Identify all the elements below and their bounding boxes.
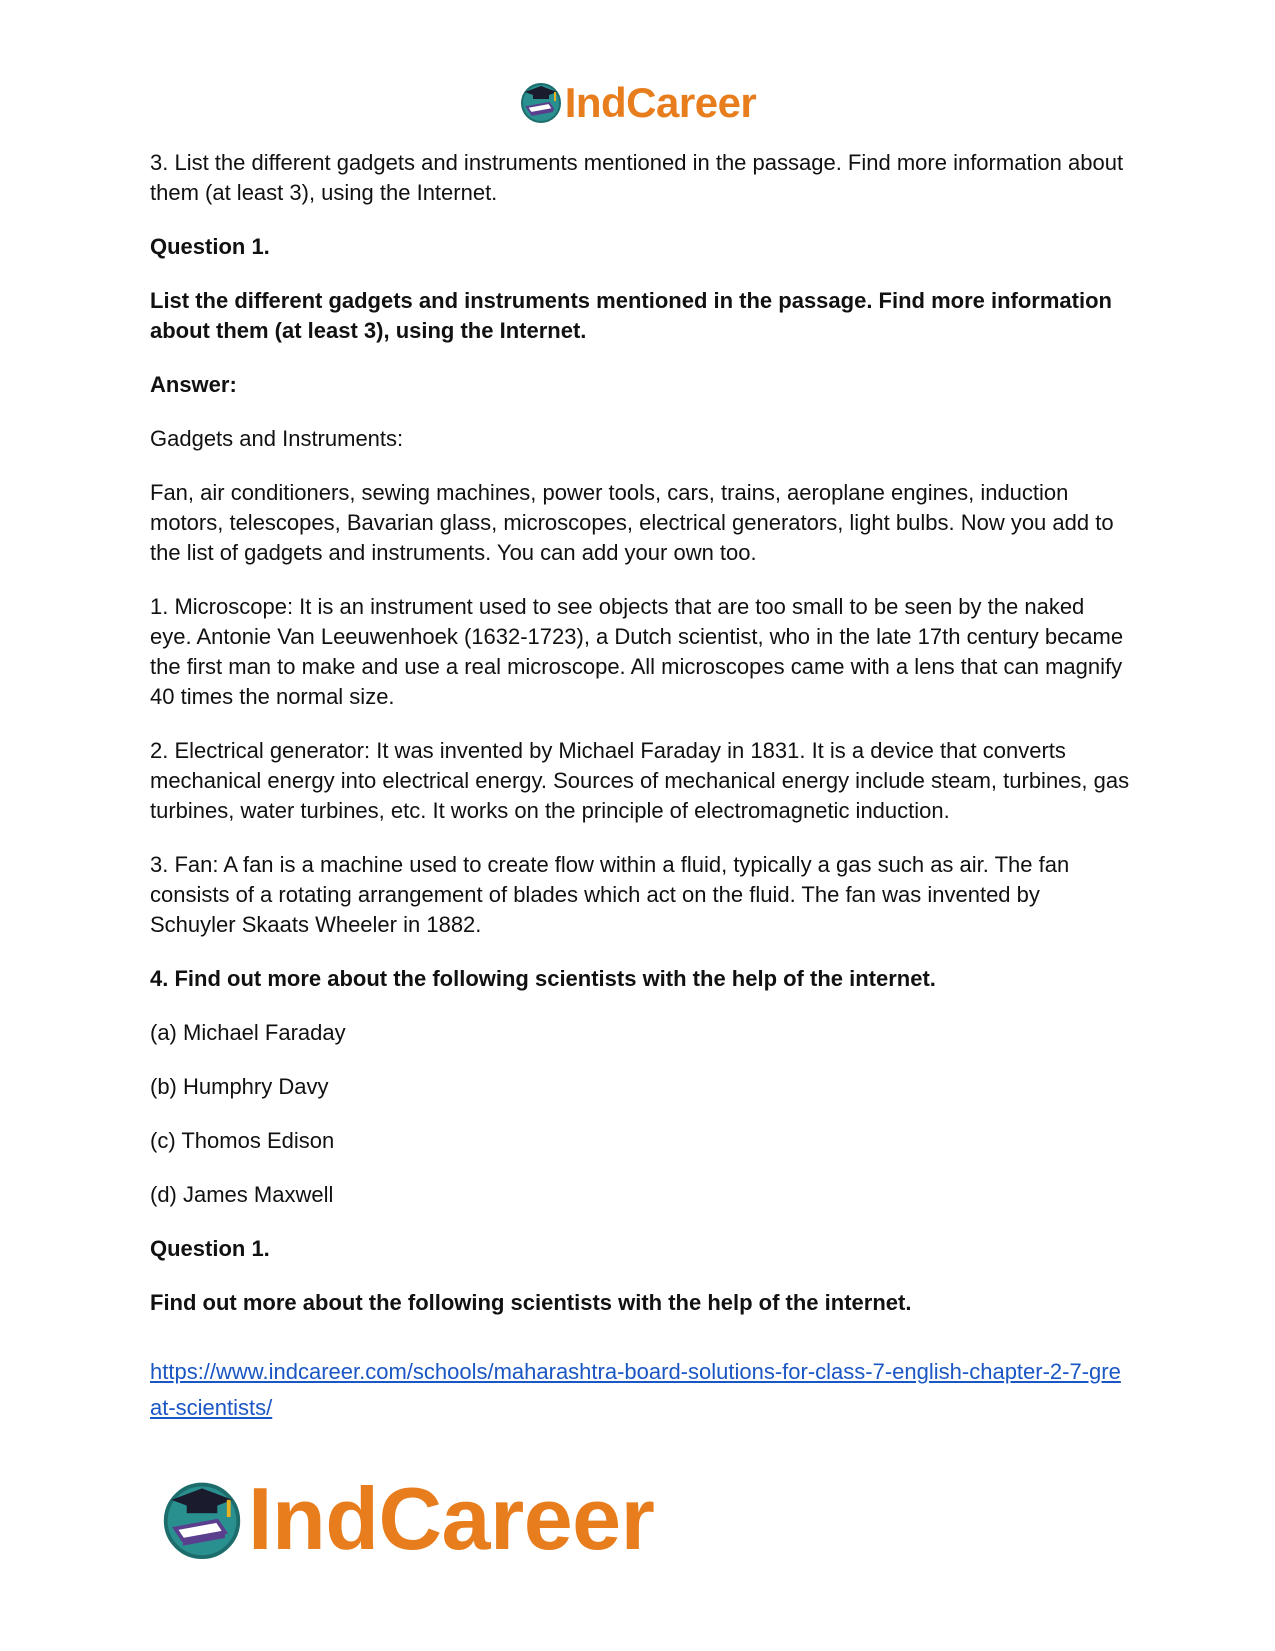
source-link[interactable]: https://www.indcareer.com/schools/maharashtra-board-solutions-for-class-7-english-chapter-2-7-great-scientists/ <box>150 1359 1121 1420</box>
document-content <box>150 148 1130 1426</box>
gadgets-list-paragraph: Fan, air conditioners, sewing machines, power tools, cars, trains, aeroplane engines, induction motors, telescopes, Bavarian glass, microscopes, electrical generators, light bulbs. Now you add to the list of gadgets and instruments. You can add your own too. <box>150 480 1114 565</box>
question-label-2: Question 1. <box>150 1236 270 1261</box>
answer-label: Answer: <box>150 372 237 397</box>
question-text: List the different gadgets and instruments mentioned in the passage. Find more information about them (at least 3), using the Internet. <box>150 288 1112 343</box>
question-4-heading: 4. Find out more about the following scientists with the help of the internet. <box>150 966 936 991</box>
graduation-cap-book-globe-icon <box>160 1475 244 1564</box>
microscope-paragraph: 1. Microscope: It is an instrument used to see objects that are too small to be seen by the naked eye. Antonie Van Leeuwenhoek (1632-1723), a Dutch scientist, who in the late 17th century became the first man to make and use a real microscope. All microscopes came with a lens that can magnify 40 times the normal size. <box>150 594 1124 709</box>
fan-paragraph: 3. Fan: A fan is a machine used to create flow within a fluid, typically a gas such as air. The fan consists of a rotating arrangement of blades which act on the fluid. The fan was invented by Schuyler Skaats Wheeler in 1882. <box>150 852 1070 937</box>
intro-paragraph: 3. List the different gadgets and instruments mentioned in the passage. Find more information about them (at least 3), using the Internet. <box>150 150 1124 205</box>
footer-logo <box>160 1468 654 1570</box>
scientist-item: (b) Humphry Davy <box>150 1074 329 1099</box>
scientist-item: (c) Thomos Edison <box>150 1128 335 1153</box>
scientist-item: (d) James Maxwell <box>150 1182 334 1207</box>
scientist-item: (a) Michael Faraday <box>150 1020 346 1045</box>
logo <box>519 79 757 128</box>
question-label: Question 1. <box>150 234 270 259</box>
question-text-2: Find out more about the following scientists with the help of the internet. <box>150 1290 912 1315</box>
gadgets-heading: Gadgets and Instruments: <box>150 426 404 451</box>
generator-paragraph: 2. Electrical generator: It was invented by Michael Faraday in 1831. It is a device that converts mechanical energy into electrical energy. Sources of mechanical energy include steam, turbines, gas turbines, water turbines, etc. It works on the principle of electromagnetic induction. <box>150 738 1130 823</box>
logo-text: IndCareer <box>248 1469 655 1568</box>
header-logo <box>0 78 1275 128</box>
graduation-cap-book-globe-icon <box>519 79 563 128</box>
logo-text: IndCareer <box>564 79 757 126</box>
